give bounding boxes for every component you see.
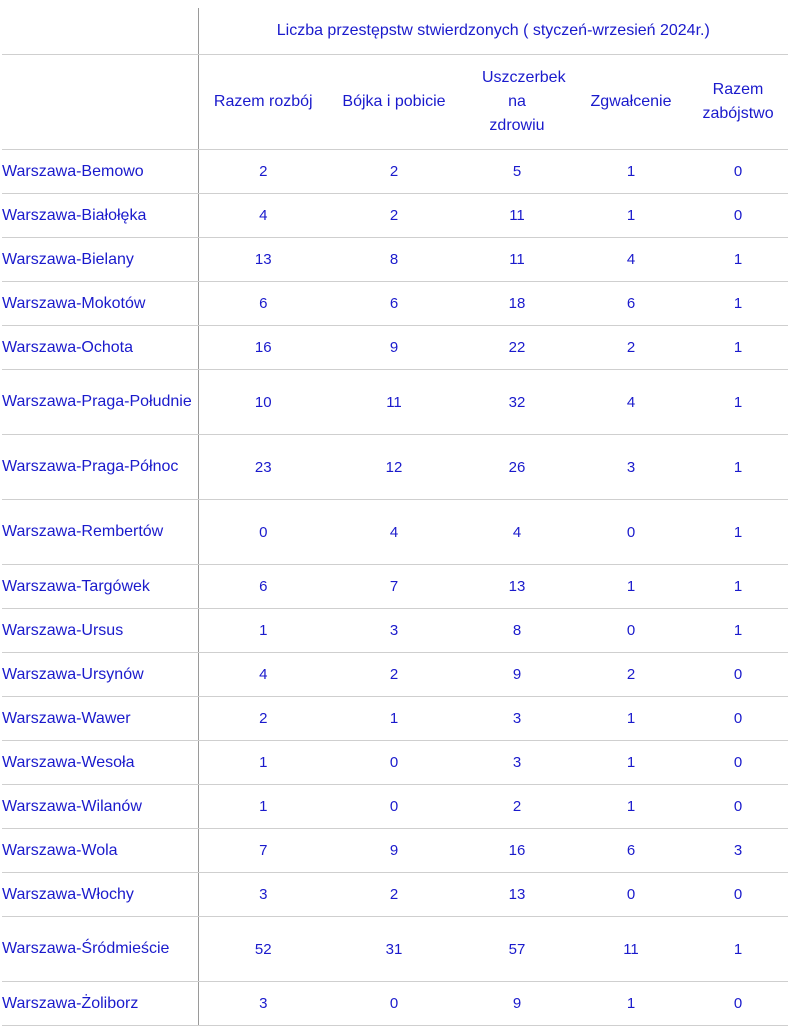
value-cell: 2 [460, 785, 574, 829]
value-cell: 2 [328, 194, 460, 238]
column-header-rape: Zgwałcenie [574, 55, 688, 150]
value-cell: 1 [198, 609, 328, 653]
value-cell: 9 [328, 326, 460, 370]
district-name: Warszawa-Wilanów [2, 785, 198, 829]
district-name: Warszawa-Żoliborz [2, 982, 198, 1026]
district-name: Warszawa-Bielany [2, 238, 198, 282]
value-cell: 1 [688, 917, 788, 982]
value-cell: 4 [574, 238, 688, 282]
column-header-injury: Uszczerbek na zdrowiu [460, 55, 574, 150]
value-cell: 4 [198, 653, 328, 697]
value-cell: 2 [328, 653, 460, 697]
value-cell: 8 [328, 238, 460, 282]
value-cell: 0 [328, 982, 460, 1026]
value-cell: 0 [688, 785, 788, 829]
table-row [2, 565, 788, 609]
value-cell: 3 [574, 435, 688, 500]
group-header: Liczba przestępstw stwierdzonych ( styczeń-wrzesień 2024r.) [198, 8, 788, 55]
value-cell: 22 [460, 326, 574, 370]
district-name: Warszawa-Ursynów [2, 653, 198, 697]
table-row [2, 194, 788, 238]
crime-statistics-table [2, 8, 788, 1026]
value-cell: 6 [574, 829, 688, 873]
value-cell: 0 [574, 500, 688, 565]
table-row [2, 785, 788, 829]
value-cell: 0 [688, 697, 788, 741]
value-cell: 1 [574, 785, 688, 829]
table-row [2, 150, 788, 194]
table-row [2, 370, 788, 435]
column-header-robbery: Razem rozbój [198, 55, 328, 150]
table-row [2, 982, 788, 1026]
value-cell: 9 [460, 653, 574, 697]
value-cell: 57 [460, 917, 574, 982]
value-cell: 12 [328, 435, 460, 500]
table-row [2, 741, 788, 785]
table-row [2, 697, 788, 741]
district-name: Warszawa-Śródmieście [2, 917, 198, 982]
value-cell: 23 [198, 435, 328, 500]
table-row [2, 917, 788, 982]
table-row [2, 873, 788, 917]
district-name: Warszawa-Ursus [2, 609, 198, 653]
district-name: Warszawa-Praga-Północ [2, 435, 198, 500]
column-header-homicide: Razem zabójstwo [688, 55, 788, 150]
value-cell: 0 [574, 609, 688, 653]
value-cell: 0 [688, 873, 788, 917]
value-cell: 1 [688, 326, 788, 370]
column-header-assault: Bójka i pobicie [328, 55, 460, 150]
value-cell: 8 [460, 609, 574, 653]
value-cell: 1 [688, 565, 788, 609]
value-cell: 7 [198, 829, 328, 873]
district-name: Warszawa-Rembertów [2, 500, 198, 565]
value-cell: 1 [688, 238, 788, 282]
value-cell: 3 [460, 741, 574, 785]
district-name: Warszawa-Ochota [2, 326, 198, 370]
value-cell: 3 [460, 697, 574, 741]
table-row [2, 238, 788, 282]
value-cell: 26 [460, 435, 574, 500]
value-cell: 1 [574, 565, 688, 609]
value-cell: 0 [688, 741, 788, 785]
value-cell: 1 [688, 609, 788, 653]
value-cell: 3 [328, 609, 460, 653]
district-name: Warszawa-Praga-Południe [2, 370, 198, 435]
value-cell: 0 [688, 982, 788, 1026]
table-row [2, 435, 788, 500]
table-row [2, 326, 788, 370]
table-row [2, 609, 788, 653]
value-cell: 1 [574, 982, 688, 1026]
value-cell: 1 [574, 150, 688, 194]
value-cell: 2 [574, 326, 688, 370]
value-cell: 52 [198, 917, 328, 982]
value-cell: 4 [198, 194, 328, 238]
value-cell: 16 [198, 326, 328, 370]
value-cell: 6 [574, 282, 688, 326]
value-cell: 6 [328, 282, 460, 326]
value-cell: 6 [198, 565, 328, 609]
value-cell: 2 [198, 150, 328, 194]
table-body [2, 150, 788, 1026]
value-cell: 31 [328, 917, 460, 982]
value-cell: 2 [328, 873, 460, 917]
value-cell: 1 [574, 697, 688, 741]
value-cell: 13 [460, 873, 574, 917]
value-cell: 4 [328, 500, 460, 565]
value-cell: 1 [198, 741, 328, 785]
value-cell: 5 [460, 150, 574, 194]
value-cell: 0 [574, 873, 688, 917]
value-cell: 18 [460, 282, 574, 326]
value-cell: 2 [328, 150, 460, 194]
value-cell: 1 [688, 500, 788, 565]
value-cell: 11 [574, 917, 688, 982]
value-cell: 4 [460, 500, 574, 565]
table-row [2, 829, 788, 873]
value-cell: 13 [198, 238, 328, 282]
value-cell: 0 [688, 150, 788, 194]
district-name: Warszawa-Targówek [2, 565, 198, 609]
value-cell: 1 [574, 194, 688, 238]
value-cell: 3 [688, 829, 788, 873]
column-header-row [2, 55, 788, 150]
group-header-row [2, 8, 788, 55]
value-cell: 3 [198, 873, 328, 917]
value-cell: 1 [574, 741, 688, 785]
value-cell: 7 [328, 565, 460, 609]
value-cell: 32 [460, 370, 574, 435]
value-cell: 3 [198, 982, 328, 1026]
table-row [2, 653, 788, 697]
district-name: Warszawa-Wola [2, 829, 198, 873]
value-cell: 11 [328, 370, 460, 435]
district-name: Warszawa-Bemowo [2, 150, 198, 194]
value-cell: 0 [688, 194, 788, 238]
district-name: Warszawa-Mokotów [2, 282, 198, 326]
value-cell: 13 [460, 565, 574, 609]
district-name: Warszawa-Białołęka [2, 194, 198, 238]
district-name: Warszawa-Wesoła [2, 741, 198, 785]
district-name: Warszawa-Wawer [2, 697, 198, 741]
value-cell: 6 [198, 282, 328, 326]
value-cell: 1 [688, 282, 788, 326]
value-cell: 0 [688, 653, 788, 697]
value-cell: 0 [198, 500, 328, 565]
value-cell: 9 [328, 829, 460, 873]
table-row [2, 282, 788, 326]
table-row [2, 500, 788, 565]
value-cell: 2 [574, 653, 688, 697]
value-cell: 4 [574, 370, 688, 435]
district-name: Warszawa-Włochy [2, 873, 198, 917]
corner-cell [2, 8, 198, 55]
value-cell: 1 [328, 697, 460, 741]
value-cell: 16 [460, 829, 574, 873]
value-cell: 10 [198, 370, 328, 435]
value-cell: 11 [460, 238, 574, 282]
value-cell: 0 [328, 741, 460, 785]
value-cell: 0 [328, 785, 460, 829]
district-header-cell [2, 55, 198, 150]
value-cell: 11 [460, 194, 574, 238]
value-cell: 1 [198, 785, 328, 829]
value-cell: 1 [688, 370, 788, 435]
value-cell: 9 [460, 982, 574, 1026]
value-cell: 2 [198, 697, 328, 741]
value-cell: 1 [688, 435, 788, 500]
